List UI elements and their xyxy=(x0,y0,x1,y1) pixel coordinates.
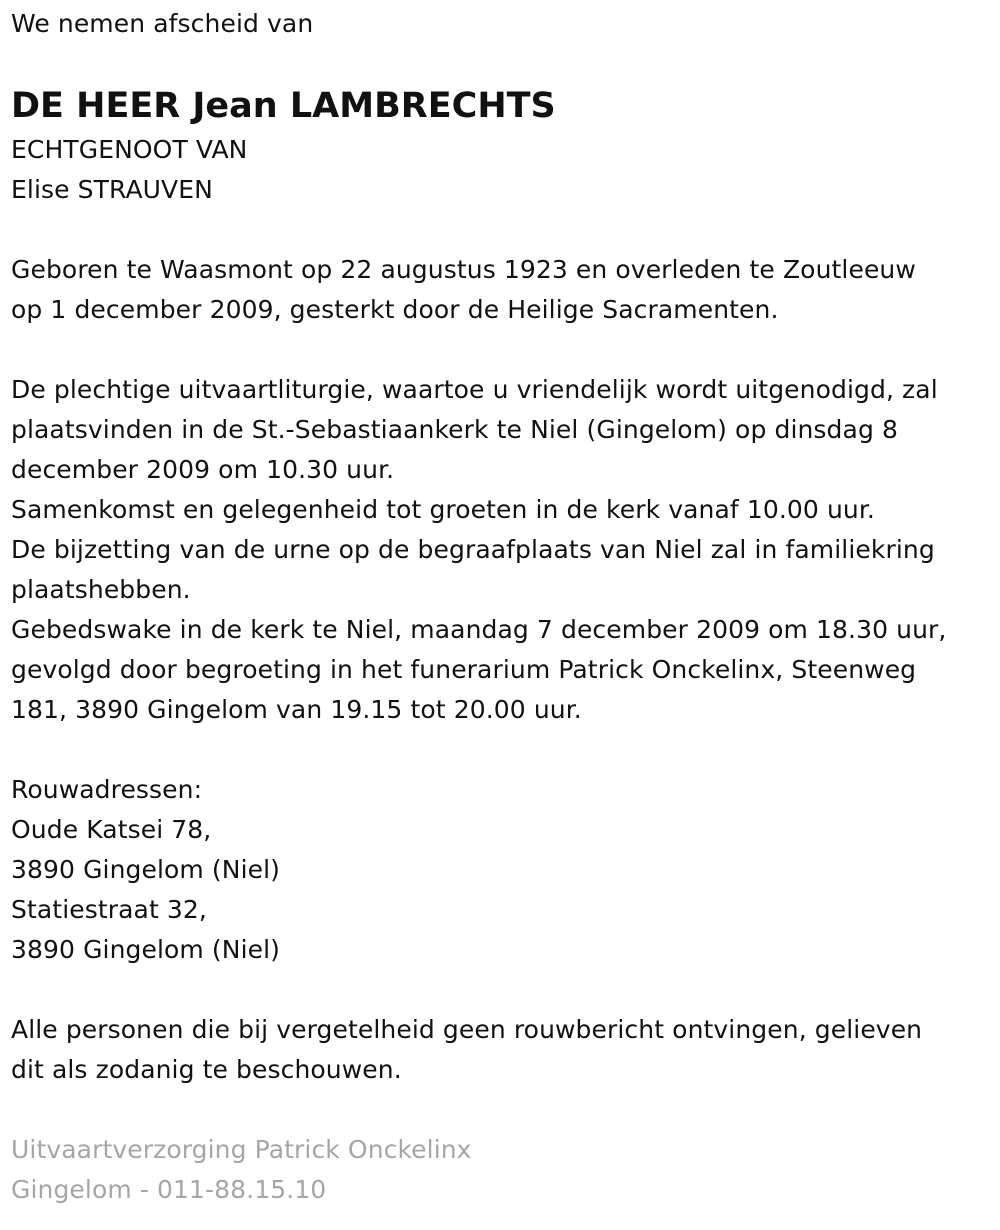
address-line: Statiestraat 32, xyxy=(11,895,207,924)
addresses-heading: Rouwadressen: xyxy=(11,775,203,804)
obituary-notice xyxy=(11,4,996,1210)
funeral-director-footer xyxy=(11,1130,996,1210)
paragraph-line: Samenkomst en gelegenheid tot groeten in de kerk vanaf 10.00 uur. xyxy=(11,495,875,524)
deceased-name: DE HEER Jean LAMBRECHTS xyxy=(11,86,556,126)
address-line: 3890 Gingelom (Niel) xyxy=(11,935,281,964)
spouse-name: Elise STRAUVEN xyxy=(11,175,213,204)
relation-label: ECHTGENOOT VAN xyxy=(11,135,248,164)
paragraph-line: december 2009 om 10.30 uur. xyxy=(11,455,395,484)
paragraph-line: Geboren te Waasmont op 22 augustus 1923 en overleden te Zoutleeuw xyxy=(11,255,916,284)
paragraph-line: De bijzetting van de urne op de begraafplaats van Niel zal in familiekring xyxy=(11,535,935,564)
paragraph-line: Alle personen die bij vergetelheid geen rouwbericht ontvingen, gelieven xyxy=(11,1015,923,1044)
funeral-contact: Gingelom - 011-88.15.10 xyxy=(11,1175,327,1204)
paragraph-line: op 1 december 2009, gesterkt door de Heilige Sacramenten. xyxy=(11,295,779,324)
birth-death-paragraph xyxy=(11,250,996,330)
address-line: Oude Katsei 78, xyxy=(11,815,212,844)
paragraph-line: plaatsvinden in de St.-Sebastiaankerk te Niel (Gingelom) op dinsdag 8 xyxy=(11,415,898,444)
mourning-addresses xyxy=(11,770,996,970)
paragraph-line: 181, 3890 Gingelom van 19.15 tot 20.00 uur. xyxy=(11,695,582,724)
spacer xyxy=(11,730,996,770)
funeral-company: Uitvaartverzorging Patrick Onckelinx xyxy=(11,1135,472,1164)
paragraph-line: gevolgd door begroeting in het funerarium Patrick Onckelinx, Steenweg xyxy=(11,655,917,684)
paragraph-line: Gebedswake in de kerk te Niel, maandag 7 december 2009 om 18.30 uur, xyxy=(11,615,947,644)
notice-paragraph xyxy=(11,1010,996,1090)
spacer xyxy=(11,330,996,370)
paragraph-line: plaatshebben. xyxy=(11,575,191,604)
spacer xyxy=(11,210,996,250)
paragraph-line: dit als zodanig te beschouwen. xyxy=(11,1055,402,1084)
paragraph-line: De plechtige uitvaartliturgie, waartoe u vriendelijk wordt uitgenodigd, zal xyxy=(11,375,938,404)
spacer xyxy=(11,1090,996,1130)
intro-text: We nemen afscheid van xyxy=(11,9,314,38)
address-line: 3890 Gingelom (Niel) xyxy=(11,855,281,884)
spacer xyxy=(11,970,996,1010)
ceremony-paragraph xyxy=(11,370,996,730)
